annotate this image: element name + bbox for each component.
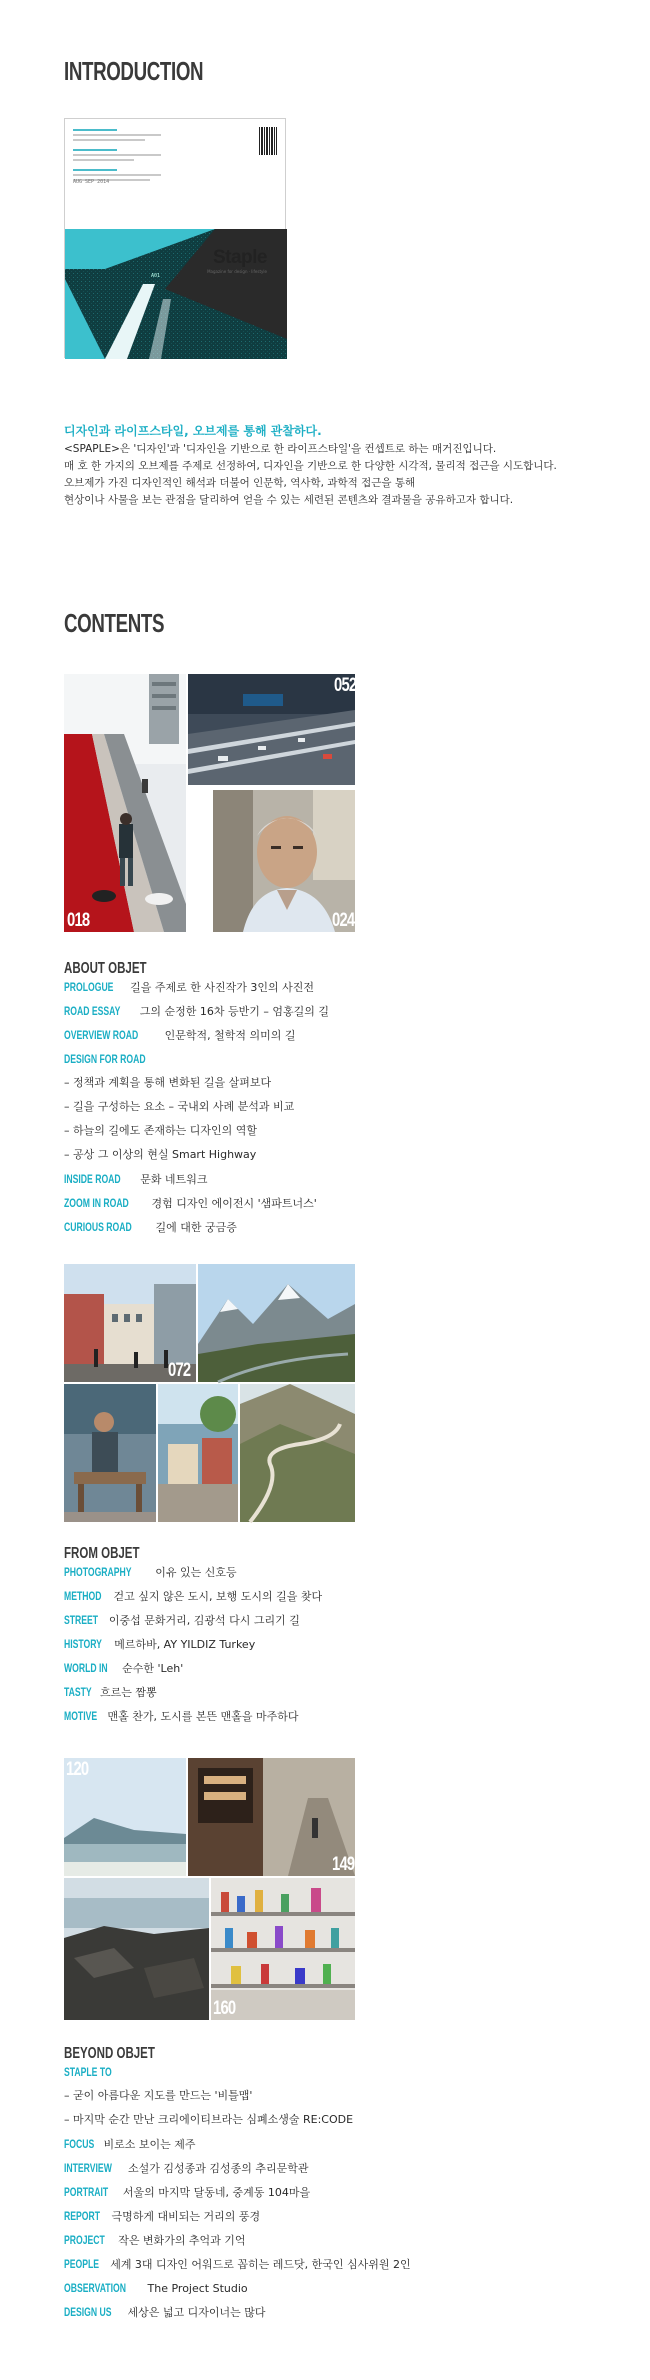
- cover-logo-subtitle: Magazine for design · lifestyle: [207, 269, 267, 274]
- item-tag: STREET: [64, 1613, 99, 1627]
- list-item: [64, 1680, 624, 1704]
- list-item: [64, 2276, 624, 2300]
- item-text: 서울의 마지막 달동네, 중계동 104마을: [122, 2186, 311, 2199]
- photo-rocks: [64, 1878, 209, 2020]
- page-number: 160: [213, 1998, 236, 2019]
- list-item: [64, 975, 624, 999]
- item-text: 길을 주제로 한 사진작가 3인의 사진전: [130, 981, 315, 994]
- intro-body: [64, 441, 644, 509]
- item-text: 비로소 보이는 제주: [103, 2138, 196, 2151]
- item-text: 작은 변화가의 추억과 기억: [118, 2234, 246, 2247]
- item-text: 소설가 김성종과 김성종의 추리문학관: [127, 2162, 309, 2175]
- item-tag: ZOOM IN ROAD: [64, 1196, 129, 1210]
- list-item: [64, 1095, 624, 1119]
- item-tag: DESIGN US: [64, 2305, 112, 2319]
- introduction-title: INTRODUCTION: [64, 56, 204, 86]
- list-item: [64, 1023, 624, 1047]
- item-text: 세상은 넓고 디자이너는 많다: [127, 2306, 266, 2319]
- item-text: 이유 있는 신호등: [155, 1566, 237, 1579]
- item-text: – 공상 그 이상의 현실 Smart Highway: [64, 1148, 257, 1161]
- page-number: 149: [332, 1854, 355, 1875]
- photo-mountains: [168, 1264, 355, 1382]
- list-item: [64, 1215, 624, 1239]
- beyond-objet-list: [64, 2060, 624, 2324]
- item-text: 흐르는 짬뽕: [99, 1686, 157, 1699]
- page-number: 120: [66, 1759, 89, 1780]
- item-tag: PHOTOGRAPHY: [64, 1565, 132, 1579]
- item-tag: METHOD: [64, 1589, 102, 1603]
- item-tag: INTERVIEW: [64, 2161, 112, 2175]
- item-tag: INSIDE ROAD: [64, 1172, 121, 1186]
- photo-jeju-beach: [64, 1758, 186, 1876]
- item-text: 길에 대한 궁금증: [155, 1221, 237, 1234]
- cover-logo: Staple: [212, 247, 267, 268]
- intro-line: 매 호 한 가지의 오브제를 주제로 선정하여, 디자인을 기반으로 한 다양한 시각적, 물리적 접근을 시도합니다.: [64, 460, 557, 472]
- list-item: [64, 1191, 624, 1215]
- item-tag: REPORT: [64, 2209, 101, 2223]
- list-item: [64, 2204, 624, 2228]
- list-item: [64, 1143, 624, 1167]
- item-text: 메르하바, AY YILDIZ Turkey: [114, 1638, 256, 1651]
- item-text: – 굳이 아름다운 지도를 만드는 '비틀맵': [64, 2089, 253, 2102]
- item-tag: DESIGN FOR ROAD: [64, 1052, 146, 1066]
- item-tag: HISTORY: [64, 1637, 102, 1651]
- magazine-cover: [64, 118, 286, 358]
- item-tag: ROAD ESSAY: [64, 1004, 121, 1018]
- list-item: [64, 2108, 624, 2132]
- item-text: 그의 순정한 16차 등반기 – 엄홍길의 길: [139, 1005, 329, 1018]
- item-tag: WORLD IN: [64, 1661, 108, 1675]
- beyond-objet-title: BEYOND OBJET: [64, 2045, 155, 2062]
- from-objet-list: [64, 1560, 624, 1728]
- item-text: – 하늘의 길에도 존재하는 디자인의 역할: [64, 1124, 257, 1137]
- item-tag: PORTRAIT: [64, 2185, 109, 2199]
- barcode-icon: [259, 127, 277, 155]
- item-tag: STAPLE TO: [64, 2065, 112, 2079]
- list-item: [64, 1119, 624, 1143]
- page-number: 018: [67, 910, 90, 931]
- cover-toc: [73, 129, 183, 184]
- item-tag: TASTY: [64, 1685, 92, 1699]
- from-objet-title: FROM OBJET: [64, 1545, 140, 1562]
- photo-bench-statue: [64, 1384, 156, 1522]
- item-tag: PEOPLE: [64, 2257, 100, 2271]
- list-item: [64, 1047, 624, 1071]
- item-text: – 정책과 계획을 통해 변화된 길을 살펴보다: [64, 1076, 272, 1089]
- item-tag: MOTIVE: [64, 1709, 98, 1723]
- cover-issue: AUG SEP 2014: [73, 179, 110, 185]
- intro-heading: 디자인과 라이프스타일, 오브제를 통해 관찰하다.: [64, 424, 322, 438]
- list-item: [64, 2156, 624, 2180]
- item-tag: PROLOGUE: [64, 980, 114, 994]
- list-item: [64, 999, 624, 1023]
- list-item: [64, 2132, 624, 2156]
- item-tag: CURIOUS ROAD: [64, 1220, 132, 1234]
- item-text: 걷고 싶지 않은 도시, 보행 도시의 길을 찾다: [113, 1590, 323, 1603]
- item-text: 경험 디자인 에이전시 '샘파트너스': [151, 1197, 317, 1210]
- list-item: [64, 2060, 624, 2084]
- photo-alley-sign: [188, 1758, 355, 1876]
- list-item: [64, 2084, 624, 2108]
- about-objet-title: ABOUT OBJET: [64, 960, 147, 977]
- list-item: [64, 1632, 624, 1656]
- item-text: The Project Studio: [147, 2282, 248, 2295]
- item-tag: PROJECT: [64, 2233, 105, 2247]
- photo-collectibles-shelf: [211, 1878, 355, 2020]
- list-item: [64, 1071, 624, 1095]
- item-text: 맨홀 찬가, 도시를 본뜬 맨홀을 마주하다: [107, 1710, 299, 1723]
- list-item: [64, 2228, 624, 2252]
- list-item: [64, 2252, 624, 2276]
- page-number: 052: [334, 675, 357, 696]
- list-item: [64, 1704, 624, 1728]
- photo-highway: [188, 674, 355, 785]
- item-text: 극명하게 대비되는 거리의 풍경: [111, 2210, 261, 2223]
- item-text: – 길을 구성하는 요소 – 국내외 사례 분석과 비교: [64, 1100, 295, 1113]
- page-number: 072: [168, 1360, 191, 1381]
- intro-line: <SPAPLE>은 '디자인'과 '디자인을 기반으로 한 라이프스타일'을 컨셉트로 하는 매거진입니다.: [64, 443, 497, 455]
- intro-line: 오브제가 가진 디자인적인 해석과 더불어 인문학, 역사학, 과학적 접근을 통해: [64, 477, 416, 489]
- item-text: 문화 네트워크: [140, 1173, 208, 1186]
- list-item: [64, 2300, 624, 2324]
- list-item: [64, 1560, 624, 1584]
- item-tag: OBSERVATION: [64, 2281, 126, 2295]
- list-item: [64, 1167, 624, 1191]
- page-number: 024: [332, 910, 355, 931]
- list-item: [64, 1656, 624, 1680]
- list-item: [64, 2180, 624, 2204]
- item-text: 인문학적, 철학적 의미의 길: [164, 1029, 296, 1042]
- intro-line: 현상이나 사물을 보는 관점을 달리하여 얻을 수 있는 세련된 콘텐츠와 결과물을 공유하고자 합니다.: [64, 494, 514, 506]
- about-objet-list: [64, 975, 624, 1239]
- item-tag: FOCUS: [64, 2137, 95, 2151]
- photo-valley-road: [240, 1384, 355, 1522]
- contents-title: CONTENTS: [64, 608, 165, 638]
- item-text: – 마지막 순간 만난 크리에이티브라는 심폐소생술 RE:CODE: [64, 2113, 354, 2126]
- list-item: [64, 1608, 624, 1632]
- photo-portrait: [213, 790, 355, 932]
- photo-red-stairs: [64, 674, 186, 932]
- item-text: 이중섭 문화거리, 김광석 다시 그리기 길: [108, 1614, 300, 1627]
- list-item: [64, 1584, 624, 1608]
- svg-text:A01: A01: [151, 273, 161, 279]
- photo-houses: [158, 1384, 238, 1522]
- item-text: 순수한 'Leh': [122, 1662, 184, 1675]
- item-tag: OVERVIEW ROAD: [64, 1028, 139, 1042]
- item-text: 세계 3대 디자인 어워드로 꼽히는 레드닷, 한국인 심사위원 2인: [110, 2258, 411, 2271]
